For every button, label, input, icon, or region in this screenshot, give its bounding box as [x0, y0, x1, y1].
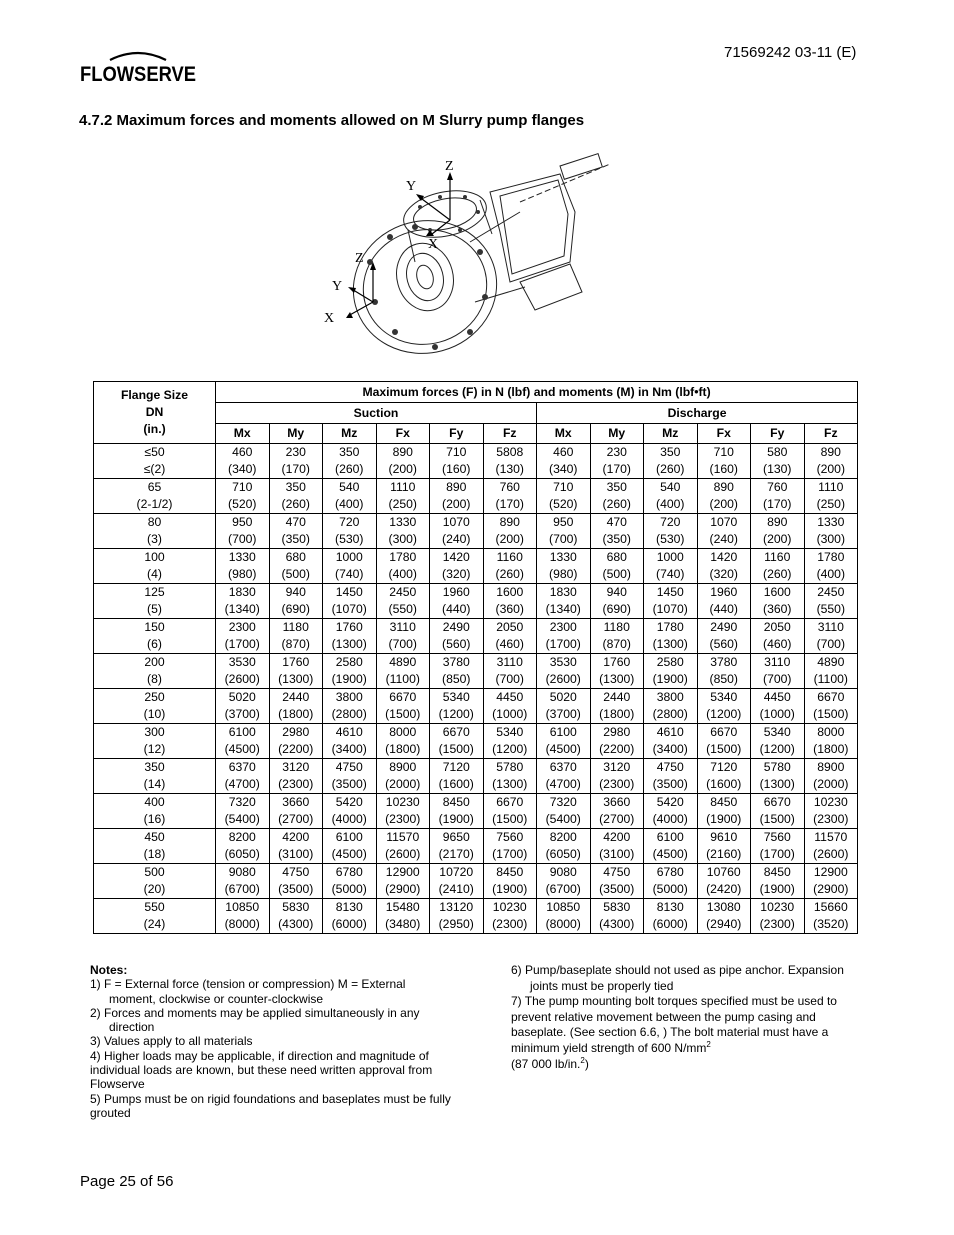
value-cell: 10850 (8000)	[216, 899, 270, 934]
value-cell: 13080 (2940)	[697, 899, 751, 934]
table-row	[94, 549, 858, 584]
value-cell: 5420 (4000)	[323, 794, 377, 829]
value-cell: 230 (170)	[269, 444, 323, 479]
value-cell: 460 (340)	[537, 444, 591, 479]
value-cell: 470 (350)	[269, 514, 323, 549]
value-cell: 8900 (2000)	[376, 759, 430, 794]
value-cell: 720 (530)	[644, 514, 698, 549]
value-cell: 6670 (1500)	[697, 724, 751, 759]
flowserve-logo	[80, 50, 198, 86]
value-cell: 4890 (1100)	[376, 654, 430, 689]
value-cell: 2450 (550)	[376, 584, 430, 619]
value-cell: 1420 (320)	[430, 549, 484, 584]
flange-size-cell: 300 (12)	[94, 724, 216, 759]
value-cell: 1760 (1300)	[323, 619, 377, 654]
value-cell: 4890 (1100)	[804, 654, 858, 689]
flange-size-cell: 550 (24)	[94, 899, 216, 934]
value-cell: 9650 (2170)	[430, 829, 484, 864]
column-header: Mx	[537, 424, 591, 444]
value-cell: 890 (200)	[804, 444, 858, 479]
value-cell: 10230 (2300)	[751, 899, 805, 934]
value-cell: 5780 (1300)	[751, 759, 805, 794]
table-row	[94, 829, 858, 864]
column-header: Mz	[644, 424, 698, 444]
flange-size-cell: 150 (6)	[94, 619, 216, 654]
value-cell: 7120 (1600)	[430, 759, 484, 794]
value-cell: 6670 (1500)	[804, 689, 858, 724]
note-4: 4) Higher loads may be applicable, if direction and magnitude of individual loads are known, but these need written approval from Flowserve	[90, 1048, 433, 1092]
value-cell: 1180 (870)	[269, 619, 323, 654]
forces-moments-table	[93, 381, 858, 934]
value-cell: 760 (170)	[483, 479, 537, 514]
section-heading: 4.7.2 Maximum forces and moments allowed on M Slurry pump flanges	[79, 112, 585, 129]
note-2-cont: direction	[109, 1020, 155, 1035]
value-cell: 720 (530)	[323, 514, 377, 549]
value-cell: 950 (700)	[216, 514, 270, 549]
value-cell: 1000 (740)	[644, 549, 698, 584]
flange-size-cell: 65 (2-1/2)	[94, 479, 216, 514]
value-cell: 5340 (1200)	[751, 724, 805, 759]
value-cell: 540 (400)	[323, 479, 377, 514]
value-cell: 5830 (4300)	[590, 899, 644, 934]
value-cell: 1830 (1340)	[216, 584, 270, 619]
value-cell: 1760 (1300)	[269, 654, 323, 689]
note-1: 1) F = External force (tension or compression) M = External	[90, 977, 406, 992]
value-cell: 1420 (320)	[697, 549, 751, 584]
value-cell: 10230 (2300)	[804, 794, 858, 829]
value-cell: 2440 (1800)	[269, 689, 323, 724]
value-cell: 1110 (250)	[804, 479, 858, 514]
value-cell: 8130 (6000)	[323, 899, 377, 934]
value-cell: 8450 (1900)	[483, 864, 537, 899]
value-cell: 470 (350)	[590, 514, 644, 549]
value-cell: 1330 (300)	[376, 514, 430, 549]
value-cell: 1760 (1300)	[590, 654, 644, 689]
flange-size-cell: 100 (4)	[94, 549, 216, 584]
value-cell: 3800 (2800)	[644, 689, 698, 724]
flange-size-header: Flange Size DN (in.)	[94, 382, 216, 444]
notes-title: Notes:	[90, 963, 128, 977]
value-cell: 10720 (2410)	[430, 864, 484, 899]
value-cell: 8200 (6050)	[216, 829, 270, 864]
value-cell: 8900 (2000)	[804, 759, 858, 794]
column-header: Fy	[430, 424, 484, 444]
note-7: 7) The pump mounting bolt torques specified must be used to prevent relative movement between the pump casing and baseplate. (See section 6.6, ) The bolt material must have a minimum yield strength of 600 $N/mm^2$ (87 000 lb/in.$^2$)	[511, 994, 837, 1071]
value-cell: 940 (690)	[590, 584, 644, 619]
column-header: Fz	[483, 424, 537, 444]
value-cell: 350 (260)	[644, 444, 698, 479]
value-cell: 2050 (460)	[751, 619, 805, 654]
column-header: Fy	[751, 424, 805, 444]
value-cell: 950 (700)	[537, 514, 591, 549]
value-cell: 5808 (130)	[483, 444, 537, 479]
value-cell: 1330 (300)	[804, 514, 858, 549]
axis-label-z-bottom: Z	[355, 251, 364, 266]
value-cell: 350 (260)	[269, 479, 323, 514]
flange-size-cell: 250 (10)	[94, 689, 216, 724]
table-row	[94, 689, 858, 724]
table-row	[94, 899, 858, 934]
column-header: Fx	[697, 424, 751, 444]
value-cell: 710 (520)	[216, 479, 270, 514]
value-cell: 11570 (2600)	[804, 829, 858, 864]
value-cell: 6670 (1500)	[751, 794, 805, 829]
value-cell: 4610 (3400)	[644, 724, 698, 759]
value-cell: 5020 (3700)	[537, 689, 591, 724]
value-cell: 2050 (460)	[483, 619, 537, 654]
value-cell: 4750 (3500)	[644, 759, 698, 794]
value-cell: 3110 (700)	[751, 654, 805, 689]
page-number: Page 25 of 56	[80, 1173, 174, 1190]
value-cell: 4200 (3100)	[269, 829, 323, 864]
value-cell: 230 (170)	[590, 444, 644, 479]
value-cell: 1180 (870)	[590, 619, 644, 654]
value-cell: 11570 (2600)	[376, 829, 430, 864]
main-header: Maximum forces (F) in N (lbf) and moments (M) in Nm (lbf•ft)	[216, 382, 858, 403]
value-cell: 1600 (360)	[483, 584, 537, 619]
value-cell: 13120 (2950)	[430, 899, 484, 934]
flange-size-cell: ≤50 ≤(2)	[94, 444, 216, 479]
flange-size-cell: 200 (8)	[94, 654, 216, 689]
value-cell: 6370 (4700)	[216, 759, 270, 794]
value-cell: 10760 (2420)	[697, 864, 751, 899]
value-cell: 680 (500)	[269, 549, 323, 584]
value-cell: 1160 (260)	[751, 549, 805, 584]
value-cell: 8450 (1900)	[751, 864, 805, 899]
value-cell: 6100 (4500)	[216, 724, 270, 759]
value-cell: 3120 (2300)	[269, 759, 323, 794]
value-cell: 3530 (2600)	[537, 654, 591, 689]
table-row	[94, 654, 858, 689]
value-cell: 5780 (1300)	[483, 759, 537, 794]
value-cell: 1450 (1070)	[323, 584, 377, 619]
value-cell: 9610 (2160)	[697, 829, 751, 864]
value-cell: 1960 (440)	[697, 584, 751, 619]
value-cell: 10230 (2300)	[483, 899, 537, 934]
note-2: 2) Forces and moments may be applied simultaneously in any	[90, 1005, 420, 1020]
value-cell: 2580 (1900)	[323, 654, 377, 689]
value-cell: 890 (200)	[376, 444, 430, 479]
value-cell: 1960 (440)	[430, 584, 484, 619]
value-cell: 710 (160)	[430, 444, 484, 479]
value-cell: 710 (160)	[697, 444, 751, 479]
value-cell: 2980 (2200)	[590, 724, 644, 759]
value-cell: 460 (340)	[216, 444, 270, 479]
value-cell: 580 (130)	[751, 444, 805, 479]
value-cell: 7560 (1700)	[483, 829, 537, 864]
value-cell: 5340 (1200)	[430, 689, 484, 724]
value-cell: 3110 (700)	[483, 654, 537, 689]
value-cell: 710 (520)	[537, 479, 591, 514]
table-row	[94, 724, 858, 759]
value-cell: 1600 (360)	[751, 584, 805, 619]
axis-label-x-top: X	[428, 237, 439, 252]
value-cell: 1330 (980)	[537, 549, 591, 584]
value-cell: 15480 (3480)	[376, 899, 430, 934]
value-cell: 8000 (1800)	[804, 724, 858, 759]
value-cell: 1830 (1340)	[537, 584, 591, 619]
value-cell: 890 (200)	[483, 514, 537, 549]
value-cell: 1780 (400)	[804, 549, 858, 584]
column-header: Mz	[323, 424, 377, 444]
value-cell: 4750 (3500)	[269, 864, 323, 899]
value-cell: 9080 (6700)	[216, 864, 270, 899]
value-cell: 2490 (560)	[430, 619, 484, 654]
value-cell: 7320 (5400)	[537, 794, 591, 829]
value-cell: 7120 (1600)	[697, 759, 751, 794]
value-cell: 2580 (1900)	[644, 654, 698, 689]
value-cell: 1450 (1070)	[644, 584, 698, 619]
value-cell: 540 (400)	[644, 479, 698, 514]
value-cell: 5340 (1200)	[697, 689, 751, 724]
value-cell: 680 (500)	[590, 549, 644, 584]
axis-label-y-bottom: Y	[332, 279, 343, 294]
value-cell: 6370 (4700)	[537, 759, 591, 794]
pump-diagram	[320, 152, 620, 362]
value-cell: 2440 (1800)	[590, 689, 644, 724]
notes-left	[90, 963, 465, 1120]
flange-size-cell: 125 (5)	[94, 584, 216, 619]
value-cell: 2300 (1700)	[216, 619, 270, 654]
value-cell: 7560 (1700)	[751, 829, 805, 864]
discharge-header: Discharge	[537, 403, 858, 424]
value-cell: 890 (200)	[697, 479, 751, 514]
value-cell: 6100 (4500)	[537, 724, 591, 759]
value-cell: 6780 (5000)	[644, 864, 698, 899]
value-cell: 940 (690)	[269, 584, 323, 619]
value-cell: 4610 (3400)	[323, 724, 377, 759]
value-cell: 6670 (1500)	[376, 689, 430, 724]
value-cell: 1330 (980)	[216, 549, 270, 584]
suction-header: Suction	[216, 403, 537, 424]
value-cell: 15660 (3520)	[804, 899, 858, 934]
column-header: My	[269, 424, 323, 444]
value-cell: 3110 (700)	[804, 619, 858, 654]
value-cell: 6100 (4500)	[644, 829, 698, 864]
value-cell: 1160 (260)	[483, 549, 537, 584]
value-cell: 5830 (4300)	[269, 899, 323, 934]
flange-size-cell: 500 (20)	[94, 864, 216, 899]
value-cell: 1070 (240)	[430, 514, 484, 549]
note-3: 3) Values apply to all materials	[90, 1034, 253, 1049]
value-cell: 1780 (400)	[376, 549, 430, 584]
value-cell: 12900 (2900)	[376, 864, 430, 899]
value-cell: 350 (260)	[323, 444, 377, 479]
note-1-cont: moment, clockwise or counter-clockwise	[109, 991, 324, 1006]
flange-size-cell: 400 (16)	[94, 794, 216, 829]
value-cell: 2490 (560)	[697, 619, 751, 654]
value-cell: 3530 (2600)	[216, 654, 270, 689]
value-cell: 8450 (1900)	[697, 794, 751, 829]
value-cell: 890 (200)	[430, 479, 484, 514]
flange-size-cell: 450 (18)	[94, 829, 216, 864]
value-cell: 5020 (3700)	[216, 689, 270, 724]
value-cell: 1070 (240)	[697, 514, 751, 549]
value-cell: 3120 (2300)	[590, 759, 644, 794]
value-cell: 2450 (550)	[804, 584, 858, 619]
value-cell: 760 (170)	[751, 479, 805, 514]
value-cell: 10850 (8000)	[537, 899, 591, 934]
value-cell: 5340 (1200)	[483, 724, 537, 759]
axis-label-z-top: Z	[445, 159, 454, 174]
column-header: My	[590, 424, 644, 444]
table-row	[94, 864, 858, 899]
value-cell: 350 (260)	[590, 479, 644, 514]
value-cell: 4450 (1000)	[483, 689, 537, 724]
table-row	[94, 584, 858, 619]
flange-size-cell: 350 (14)	[94, 759, 216, 794]
logo-text: FLOWSERVE	[80, 63, 196, 86]
note-6: 6) Pump/baseplate should not used as pipe anchor. Expansion	[511, 963, 844, 977]
value-cell: 3660 (2700)	[269, 794, 323, 829]
value-cell: 8000 (1800)	[376, 724, 430, 759]
value-cell: 7320 (5400)	[216, 794, 270, 829]
document-number: 71569242 03-11 (E)	[724, 44, 857, 61]
value-cell: 4750 (3500)	[323, 759, 377, 794]
value-cell: 3110 (700)	[376, 619, 430, 654]
value-cell: 3780 (850)	[697, 654, 751, 689]
table-row	[94, 479, 858, 514]
axis-label-y-top: Y	[406, 179, 417, 194]
value-cell: 6670 (1500)	[430, 724, 484, 759]
table-row	[94, 514, 858, 549]
value-cell: 5420 (4000)	[644, 794, 698, 829]
value-cell: 1000 (740)	[323, 549, 377, 584]
value-cell: 4450 (1000)	[751, 689, 805, 724]
table-row	[94, 619, 858, 654]
value-cell: 1110 (250)	[376, 479, 430, 514]
column-header: Fz	[804, 424, 858, 444]
value-cell: 12900 (2900)	[804, 864, 858, 899]
table-row	[94, 794, 858, 829]
value-cell: 2300 (1700)	[537, 619, 591, 654]
value-cell: 8450 (1900)	[430, 794, 484, 829]
value-cell: 4200 (3100)	[590, 829, 644, 864]
value-cell: 3780 (850)	[430, 654, 484, 689]
value-cell: 8200 (6050)	[537, 829, 591, 864]
value-cell: 9080 (6700)	[537, 864, 591, 899]
notes-right	[511, 963, 871, 1072]
value-cell: 1780 (1300)	[644, 619, 698, 654]
axis-label-x-bottom: X	[324, 311, 335, 326]
note-5: 5) Pumps must be on rigid foundations and baseplates must be fully grouted	[90, 1091, 451, 1120]
value-cell: 6100 (4500)	[323, 829, 377, 864]
flange-size-cell: 80 (3)	[94, 514, 216, 549]
value-cell: 890 (200)	[751, 514, 805, 549]
table-row	[94, 444, 858, 479]
value-cell: 2980 (2200)	[269, 724, 323, 759]
note-6-cont: joints must be properly tied	[530, 978, 674, 993]
value-cell: 3660 (2700)	[590, 794, 644, 829]
value-cell: 3800 (2800)	[323, 689, 377, 724]
value-cell: 4750 (3500)	[590, 864, 644, 899]
column-header: Fx	[376, 424, 430, 444]
value-cell: 10230 (2300)	[376, 794, 430, 829]
value-cell: 8130 (6000)	[644, 899, 698, 934]
column-header: Mx	[216, 424, 270, 444]
value-cell: 6780 (5000)	[323, 864, 377, 899]
table-row	[94, 759, 858, 794]
value-cell: 6670 (1500)	[483, 794, 537, 829]
